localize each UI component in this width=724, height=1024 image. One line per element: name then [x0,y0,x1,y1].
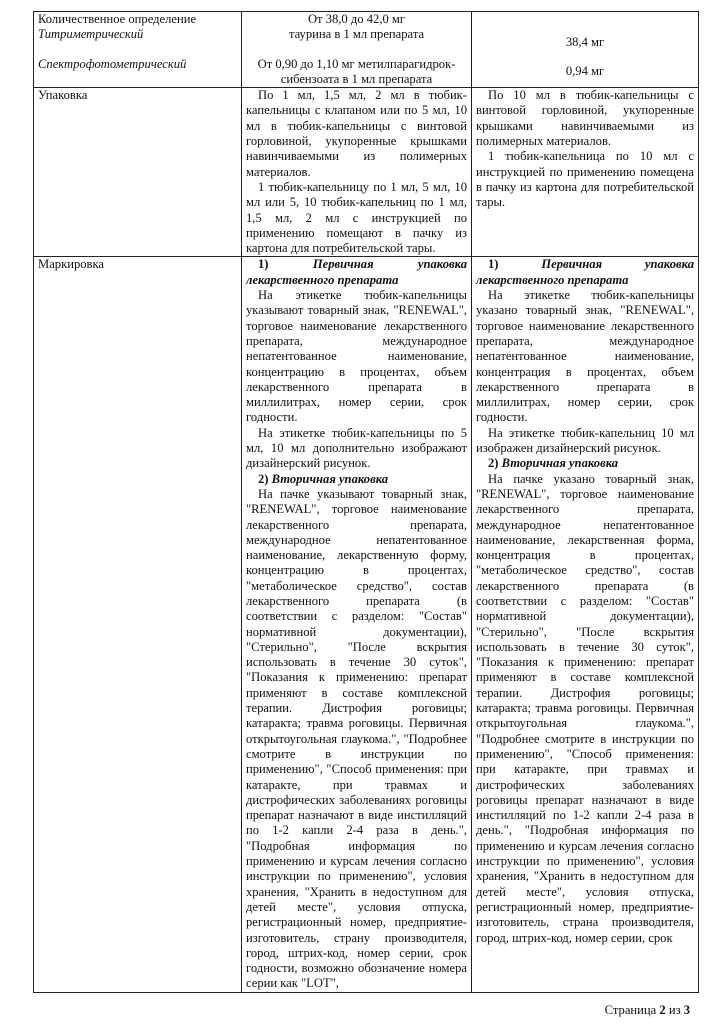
page-of: из [668,1003,681,1017]
page-current: 2 [659,1003,666,1017]
cell-pack-spec [242,88,472,257]
result-methylparaben: 0,94 мг [565,64,605,79]
pack-spec-paragraph-2: 1 тюбик-капельницу по 1 мл, 5 мл, 10 мл или 5, 10 тюбик-капельниц по 1 мл, 1,5 мл, 2 мл с инструкцией по применению помещают в пачку из картона для потребительской тары. [246,179,467,256]
row-label-packaging: Упаковка [38,88,88,103]
mark-spec-paragraph-2: На этикетке тюбик-капельницы по 5 мл, 10 мл дополнительно изображают дизайнерский рисунок. [246,425,467,471]
result-taurine: 38,4 мг [565,35,605,49]
cell-pack-label [34,88,242,257]
row-label-labeling: Маркировка [38,257,105,272]
spec-taurine-line2: таурина в 1 мл препарата [288,27,425,42]
pack-result-paragraph-2: 1 тюбик-капельница по 10 мл с инструкцией по применению помещена в пачку из картона для потребительской тары. [476,149,694,210]
cell-pack-result [472,88,699,257]
heading-number: 2) [258,471,269,486]
cell-mark-result [472,257,699,992]
mark-spec-heading-primary [246,257,467,288]
table-row-labeling [34,257,699,992]
table-row-quantitative [34,12,699,88]
heading-text: Первичная упаковка лекарственного препарата [246,257,467,287]
cell-mark-spec [242,257,472,992]
cell-mark-label [34,257,242,992]
method-titrimetric: Титриметрический [38,27,144,42]
row-label-quant: Количественное определение [38,12,197,26]
page-number [605,1003,690,1018]
cell-quant-label [34,12,242,88]
mark-spec-paragraph-1: На этикетке тюбик-капельницы указывают товарный знак, "RENEWAL", торговое наименование лекарственного препарата, международное непатентованное наименование, концентрацию в процентах, объем лекарственного препарата в миллилитрах, номер серии, срок годности. [246,288,467,425]
mark-result-paragraph-1: На этикетке тюбик-капельницы указано товарный знак, "RENEWAL", торговое наименование лекарственного препарата, международное непатентованное наименование, концентрация в процентах, объем лекарственного препарата в миллилитрах, номер серии, срок годности. [476,288,694,425]
heading-number: 1) [488,257,499,272]
cell-quant-result [472,12,699,88]
mark-spec-paragraph-3: На пачке указывают товарный знак, "RENEWAL", торговое наименование лекарственного препарата, международное непатентованное наименование, лекарственную форму, концентрацию в процентах, "метаболическое средство", состав лекарственного препарата (в соответствии с разделом: "Состав" нормативной документации), "Стерильно", "После вскрытия использовать в течение 30 суток", "Показания к применению: препарат применяют в составе комплексной терапии. Дистрофия роговицы; катаракта; травма роговицы. Первичная открытоугольная глаукома.", "Подробнее смотрите в инструкции по применению", "Способ применения: при катаракте, при травмах и дистрофических заболеваниях роговицы препарат назначают в виде инстилляций по 1-2 капли 2-4 раза в день.", "Подробная информация по применению и курсам лечения согласно инструкции по применению", условия хранения, "Хранить в недоступном для детей месте", условия отпуска, регистрационный номер, предприятие-изготовитель, страну производителя, город, штрих-код, номер серии, срок годности, возможно обозначение номера серии как "LOT", [246,486,467,991]
page-prefix: Страница [604,1003,657,1017]
heading-text: Вторичная упаковка [501,456,619,471]
specification-table [33,11,699,993]
method-spectrophotometric: Спектрофотометрический [38,56,187,71]
heading-text: Первичная упаковка лекарственного препарата [476,257,694,287]
heading-number: 2) [488,456,499,471]
mark-result-paragraph-3: На пачке указано товарный знак, "RENEWAL", торговое наименование лекарственного препарата, международное непатентованное наименование, лекарственная форма, концентрация в процентах, "метаболическое средство", состав лекарственного препарата (в соответствии с разделом: "Состав" нормативной документации), "Стерильно", "После вскрытия использовать в течение 30 суток", "Показания к применению: препарат применяют в составе комплексной терапии. Дистрофия роговицы; катаракта; травма роговицы. Первичная открытоугольная глаукома.", "Подробнее смотрите в инструкции по применению", "Способ применения: при катаракте, при травмах и дистрофических заболеваниях роговицы препарат назначают в виде инстилляций по 1-2 капли 2-4 раза в день.", "Подробная информация по применению и курсам лечения согласно инструкции по применению", условия хранения, "Хранить в недоступном для детей месте", условия отпуска, регистрационный номер, предприятие-изготовитель, страна производителя, город, штрих-код, номер серии, срок [476,471,694,945]
heading-text: Вторичная упаковка [271,471,389,486]
spec-taurine-line1: От 38,0 до 42,0 мг [307,12,406,26]
cell-quant-spec [242,12,472,88]
pack-spec-paragraph-1: По 1 мл, 1,5 мл, 2 мл в тюбик-капельницы с клапаном или по 5 мл, 10 мл в тюбик-капельницы с винтовой горловиной, укупоренные крышками навинчиваемыми из полимерных материалов. [246,88,467,179]
spec-methylparaben-line2: сибензоата в 1 мл препарата [280,71,433,86]
mark-result-paragraph-2: На этикетке тюбик-капельниц 10 мл изображен дизайнерский рисунок. [476,425,694,456]
page-total: 3 [683,1003,690,1017]
mark-result-heading-primary [476,257,694,288]
heading-number: 1) [258,257,269,272]
mark-spec-heading-secondary [246,472,467,487]
mark-result-heading-secondary [476,456,694,471]
pack-result-paragraph-1: По 10 мл в тюбик-капельницы с винтовой горловиной, укупоренные крышками навинчиваемыми из полимерных материалов. [476,88,694,149]
table-row-packaging [34,88,699,257]
spec-methylparaben-line1: От 0,90 до 1,10 мг метилпарагидрок- [257,56,456,71]
